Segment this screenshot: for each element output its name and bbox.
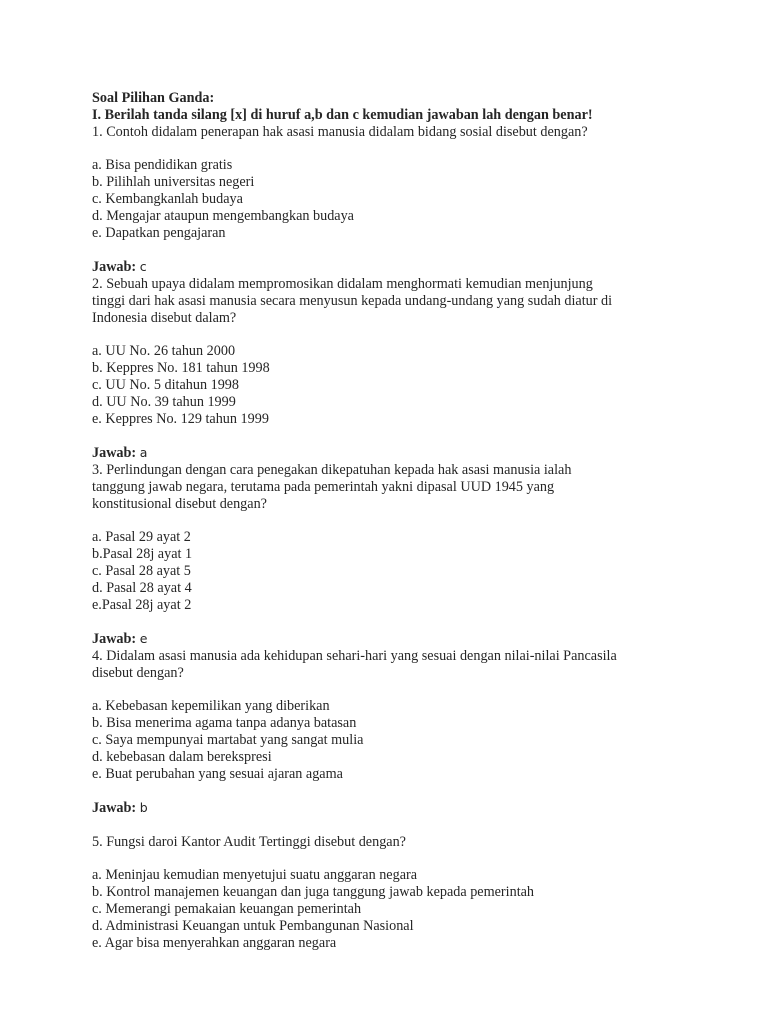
option-a: a. Kebebasan kepemilikan yang diberikan xyxy=(92,698,330,714)
option-a: a. Meninjau kemudian menyetujui suatu anggaran negara xyxy=(92,867,418,883)
question-text: Indonesia disebut dalam? xyxy=(92,310,237,326)
options-list xyxy=(92,698,742,783)
question-text: 3. Perlindungan dengan cara penegakan dikepatuhan kepada hak asasi manusia ialah xyxy=(92,462,572,478)
option-b: b. Pilihlah universitas negeri xyxy=(92,174,255,190)
option-a: a. Pasal 29 ayat 2 xyxy=(92,529,191,545)
question-text: 2. Sebuah upaya didalam mempromosikan didalam menghormati kemudian menjunjung xyxy=(92,276,593,292)
option-b: b. Bisa menerima agama tanpa adanya batasan xyxy=(92,715,357,731)
answer-label: Jawab: xyxy=(92,631,137,647)
option-e: e. Keppres No. 129 tahun 1999 xyxy=(92,411,269,427)
question-block-5 xyxy=(92,834,742,952)
option-a: a. Bisa pendidikan gratis xyxy=(92,157,233,173)
question-text: konstitusional disebut dengan? xyxy=(92,496,267,512)
answer-value: a xyxy=(139,445,148,460)
answer-line xyxy=(92,444,742,462)
option-e: e. Agar bisa menyerahkan anggaran negara xyxy=(92,935,337,951)
answer-line xyxy=(92,258,742,276)
document-header xyxy=(92,90,742,124)
document-page xyxy=(92,90,742,952)
question-text: disebut dengan? xyxy=(92,665,184,681)
option-c: c. Pasal 28 ayat 5 xyxy=(92,563,191,579)
question-block-3 xyxy=(92,462,742,648)
answer-label: Jawab: xyxy=(92,259,137,275)
option-c: c. Saya mempunyai martabat yang sangat mulia xyxy=(92,732,364,748)
answer-value: b xyxy=(139,800,148,815)
option-b: b. Kontrol manajemen keuangan dan juga tanggung jawab kepada pemerintah xyxy=(92,884,535,900)
option-d: d. Pasal 28 ayat 4 xyxy=(92,580,192,596)
question-block-2 xyxy=(92,276,742,462)
option-e: e.Pasal 28j ayat 2 xyxy=(92,597,192,613)
answer-value: c xyxy=(139,259,147,274)
question-text: tinggi dari hak asasi manusia secara menyusun kepada undang-undang yang sudah diatur di xyxy=(92,293,613,309)
option-b: b. Keppres No. 181 tahun 1998 xyxy=(92,360,270,376)
answer-value: e xyxy=(139,631,148,646)
option-b: b.Pasal 28j ayat 1 xyxy=(92,546,193,562)
option-d: d. UU No. 39 tahun 1999 xyxy=(92,394,236,410)
answer-label: Jawab: xyxy=(92,800,137,816)
question-block-1 xyxy=(92,124,742,276)
question-block-4 xyxy=(92,648,742,817)
document-instruction: I. Berilah tanda silang [x] di huruf a,b dan c kemudian jawaban lah dengan benar! xyxy=(92,107,593,123)
answer-label: Jawab: xyxy=(92,445,137,461)
question-text: tanggung jawab negara, terutama pada pemerintah yakni dipasal UUD 1945 yang xyxy=(92,479,555,495)
option-d: d. Administrasi Keuangan untuk Pembangunan Nasional xyxy=(92,918,414,934)
question-text: 5. Fungsi daroi Kantor Audit Tertinggi disebut dengan? xyxy=(92,834,406,850)
option-a: a. UU No. 26 tahun 2000 xyxy=(92,343,236,359)
options-list xyxy=(92,529,742,614)
option-d: d. Mengajar ataupun mengembangkan budaya xyxy=(92,208,354,224)
option-e: e. Dapatkan pengajaran xyxy=(92,225,226,241)
option-c: c. Kembangkanlah budaya xyxy=(92,191,243,207)
answer-line xyxy=(92,799,742,817)
question-text: 4. Didalam asasi manusia ada kehidupan sehari-hari yang sesuai dengan nilai-nilai Pancasila xyxy=(92,648,617,664)
options-list xyxy=(92,867,742,952)
option-d: d. kebebasan dalam berekspresi xyxy=(92,749,272,765)
option-c: c. UU No. 5 ditahun 1998 xyxy=(92,377,239,393)
document-title: Soal Pilihan Ganda: xyxy=(92,90,215,106)
option-e: e. Buat perubahan yang sesuai ajaran agama xyxy=(92,766,343,782)
options-list xyxy=(92,157,742,242)
answer-line xyxy=(92,630,742,648)
options-list xyxy=(92,343,742,428)
question-text: 1. Contoh didalam penerapan hak asasi manusia didalam bidang sosial disebut dengan? xyxy=(92,124,588,140)
option-c: c. Memerangi pemakaian keuangan pemerintah xyxy=(92,901,362,917)
